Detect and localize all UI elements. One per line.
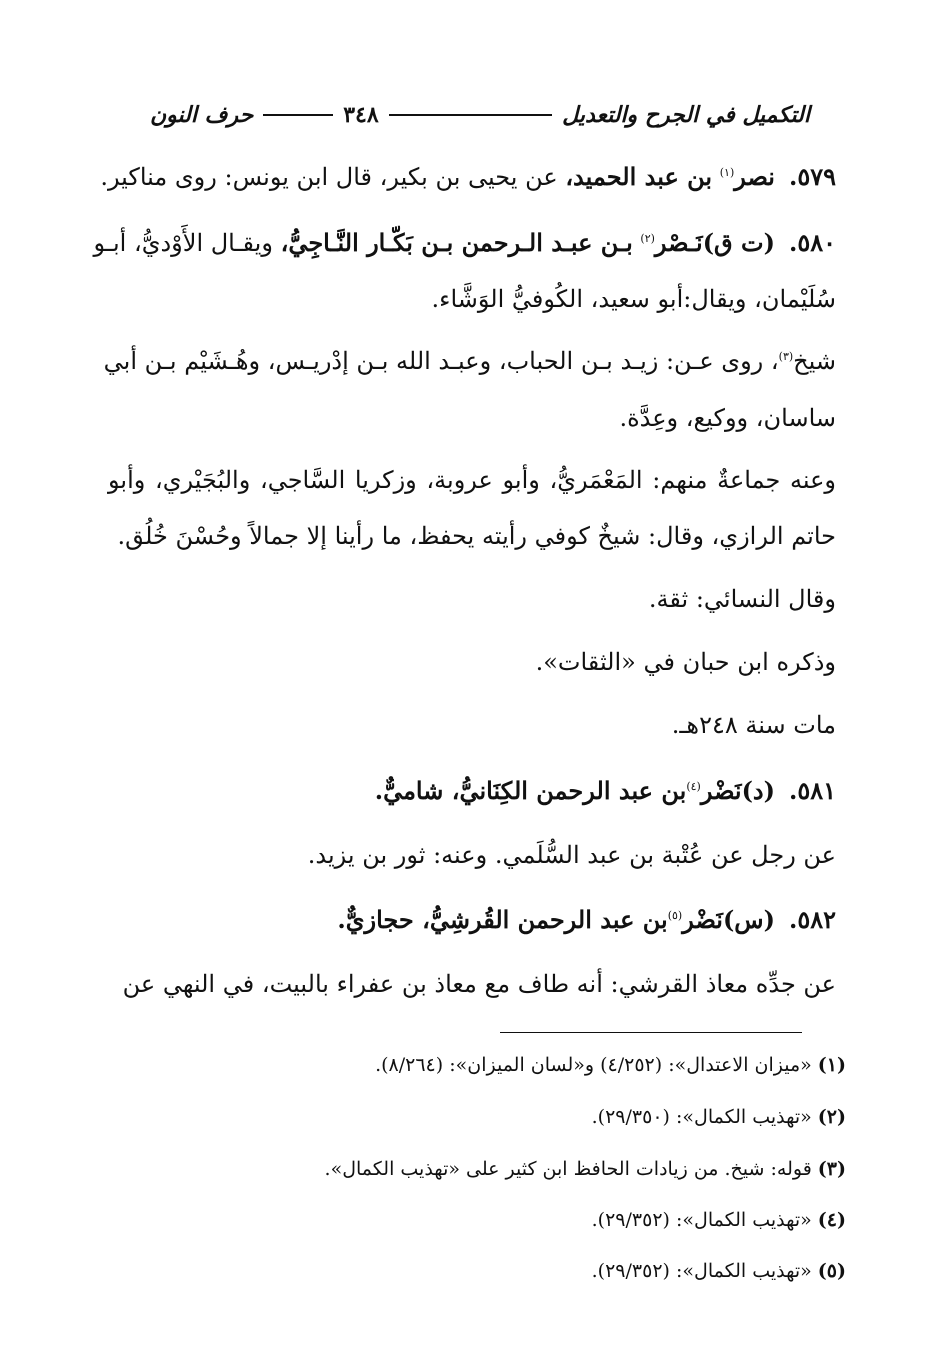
paragraph-text: عن رجل عن عُتْبة بن عبد السُّلَمي. وعنه: ثور بن يزيد.: [307, 841, 836, 869]
footnote-text: «تهذيب الكمال»: (٢٩/٣٥٢).: [591, 1209, 812, 1231]
entry-number: ٥٨١.: [788, 776, 836, 805]
entry-579-line: [100, 162, 836, 191]
entry-580-line-2: [432, 285, 836, 313]
paragraph-text: وقال النسائي: ثقة.: [648, 585, 836, 613]
entry-name: نصر: [734, 162, 775, 191]
entry-580-line-1: [93, 228, 836, 257]
footnote-ref: (٢): [640, 232, 655, 245]
entry-name-rest: بن عبد الرحمن الكِنَانيُّ، شاميٌّ.: [374, 776, 687, 805]
entry-number: ٥٧٩.: [788, 162, 836, 191]
footnote: [375, 1054, 846, 1076]
section-title: حرف النون: [150, 102, 254, 128]
header-rule: [263, 114, 333, 116]
entry-number: ٥٨٢.: [788, 905, 836, 934]
entry-name: (س)نَضْر: [682, 905, 775, 934]
paragraph-text: عن جدِّه معاذ القرشي: أنه طاف مع معاذ بن عفراء بالبيت، في النهي عن: [122, 970, 836, 998]
entry-580-para-5: [672, 711, 836, 739]
entry-name-rest: بـن عبـد الـرحمن بـن بَكّـار النَّـاجِيُّ،: [280, 228, 633, 257]
paragraph-text: ساسان، ووكيع، وعِدَّة.: [619, 404, 836, 432]
paragraph-text: ، روى عـن: زيـد بـن الحباب، وعبـد الله بـن إدْريـس، وهُـشَيْم بـن أبي: [103, 347, 779, 375]
paragraph-text: حاتم الرازي، وقال: شيخٌ كوفي رأيته يحفظ، ما رأينا إلا جمالاً وحُسْنَ خُلُق.: [117, 522, 836, 550]
entry-580-para-2-line-1: [108, 466, 836, 494]
entry-text: ويقـال الأَوْديُّ، أبـو: [93, 229, 273, 257]
footnote-ref: (٤): [686, 780, 701, 793]
footnote-ref: (٣): [778, 350, 794, 363]
paragraph-text: شيخ: [793, 347, 836, 375]
paragraph-text: مات سنة ٢٤٨هـ.: [671, 711, 836, 739]
footnote: [592, 1209, 846, 1231]
entry-582-para-1: [123, 970, 836, 998]
entry-name: (ت ق)نَـصْر: [654, 228, 775, 257]
footnote-number: (٣): [817, 1158, 846, 1180]
footnote-number: (٤): [817, 1209, 846, 1231]
entry-580-para-2-line-2: [117, 522, 836, 550]
footnote: [325, 1158, 846, 1180]
entry-580-para-1-line-2: [619, 404, 836, 432]
entry-name: (د)نَضْر: [700, 776, 775, 805]
entry-name-rest: بن عبد الحميد،: [565, 162, 713, 191]
footnote-text: «تهذيب الكمال»: (٢٩/٣٥٠).: [591, 1106, 812, 1128]
footnote: [592, 1260, 846, 1282]
book-title: التكميل في الجرح والتعديل: [562, 102, 810, 128]
entry-name-rest: بن عبد الرحمن القُرشِيُّ، حجازيٌّ.: [337, 905, 668, 934]
footnote-number: (٢): [817, 1106, 846, 1128]
footnote-text: «ميزان الاعتدال»: (٤/٢٥٢) و«لسان الميزان»: (٨/٢٦٤).: [375, 1054, 812, 1076]
entry-581-line: [375, 776, 836, 805]
entry-text: سُلَيْمان، ويقال:أبو سعيد، الكُوفيُّ الوَشَّاء.: [431, 285, 836, 313]
header-rule: [389, 114, 553, 116]
footnote-ref: (٥): [667, 909, 683, 922]
footnote-ref: (١): [719, 166, 735, 179]
footnote-number: (١): [817, 1054, 846, 1076]
page-number: ٣٤٨: [343, 102, 379, 128]
entry-580-para-4: [536, 648, 836, 676]
entry-text: عن يحيى بن بكير، قال ابن يونس: روى مناكير.: [100, 163, 558, 191]
entry-number: ٥٨٠.: [788, 228, 836, 257]
footnote-separator: [500, 1032, 802, 1033]
footnote: [592, 1106, 846, 1128]
entry-580-para-3: [649, 585, 836, 613]
paragraph-text: وذكره ابن حبان في «الثقات».: [535, 648, 836, 676]
entry-581-para-1: [308, 841, 836, 869]
footnote-text: قوله: شيخ. من زيادات الحافظ ابن كثير على «تهذيب الكمال».: [324, 1158, 812, 1180]
footnote-text: «تهذيب الكمال»: (٢٩/٣٥٢).: [591, 1260, 812, 1282]
footnote-number: (٥): [817, 1260, 846, 1282]
running-header: [150, 95, 810, 135]
entry-580-para-1-line-1: [103, 347, 836, 375]
paragraph-text: وعنه جماعةٌ منهم: المَعْمَريُّ، وأبو عروبة، وزكريا السَّاجي، والبُجَيْري، وأبو: [108, 466, 836, 494]
entry-582-line: [337, 905, 836, 934]
